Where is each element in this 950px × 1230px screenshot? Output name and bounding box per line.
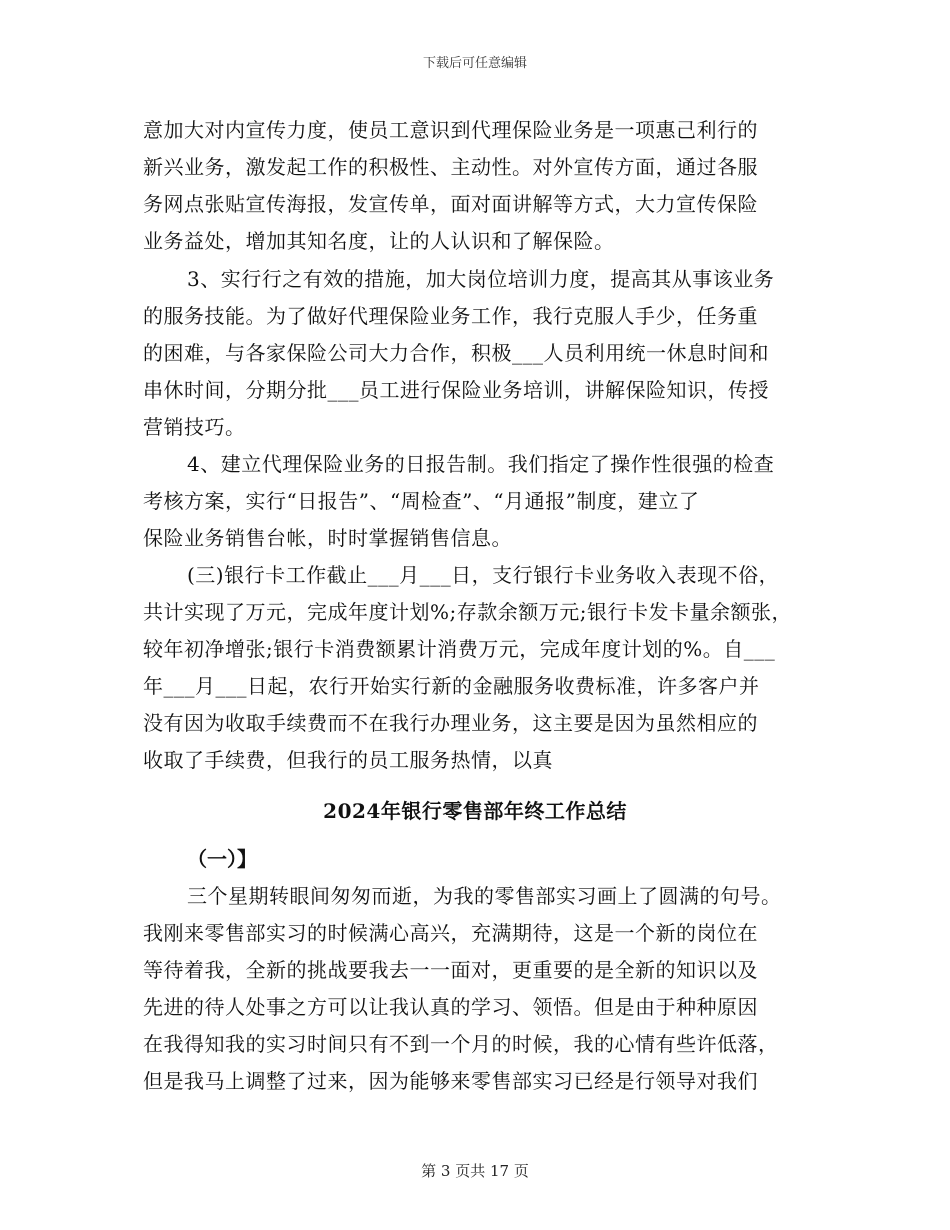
text-line: 年___月___日起，农行开始实行新的金融服务收费标准，许多客户并: [143, 674, 760, 698]
text-line: 串休时间，分期分批___员工进行保险业务培训，讲解保险知识，传授: [143, 378, 769, 402]
text-line: 共计实现了万元，完成年度计划%;存款余额万元;银行卡发卡量余额张，: [143, 600, 792, 624]
section-title: 2024年银行零售部年终工作总结: [323, 799, 627, 823]
page-header: 下载后可任意编辑: [422, 56, 527, 71]
subsection-heading: （一）】: [187, 847, 257, 871]
text-line: 在我得知我的实习时间只有不到一个月的时候，我的心情有些许低落，: [143, 1032, 779, 1056]
text-line: 先进的待人处事之方可以让我认真的学习、领悟。但是由于种种原因: [143, 995, 758, 1019]
text-line: 意加大对内宣传力度，使员工意识到代理保险业务是一项惠己利行的: [143, 118, 758, 142]
text-line: 3、实行行之有效的措施，加大岗位培训力度，提高其从事该业务: [187, 267, 775, 291]
text-line: 我刚来零售部实习的时候满心高兴，充满期待，这是一个新的岗位在: [143, 921, 758, 945]
text-line: 考核方案，实行“日报告”、“周检查”、“月通报”制度，建立了: [143, 489, 700, 513]
text-line: 等待着我，全新的挑战要我去一一面对，更重要的是全新的知识以及: [143, 958, 758, 982]
text-line: 没有因为收取手续费而不在我行办理业务，这主要是因为虽然相应的: [143, 711, 758, 735]
text-line: 收取了手续费，但我行的员工服务热情，以真: [143, 748, 553, 772]
text-line: 的困难，与各家保险公司大力合作，积极___人员利用统一休息时间和: [143, 341, 769, 365]
text-line: (三)银行卡工作截止___月___日，支行银行卡业务收入表现不俗，: [187, 563, 780, 587]
text-line: 业务益处，增加其知名度，让的人认识和了解保险。: [143, 229, 615, 253]
text-line: 的服务技能。为了做好代理保险业务工作，我行克服人手少，任务重: [143, 304, 758, 328]
text-line: 4、建立代理保险业务的日报告制。我们指定了操作性很强的检查: [187, 452, 775, 476]
text-line: 保险业务销售台帐，时时掌握销售信息。: [143, 526, 512, 550]
text-line: 务网点张贴宣传海报，发宣传单，面对面讲解等方式，大力宣传保险: [143, 192, 758, 216]
text-line: 较年初净增张;银行卡消费额累计消费万元，完成年度计划的%。自___: [143, 637, 776, 661]
text-line: 三个星期转眼间匆匆而逝，为我的零售部实习画上了圆满的句号。: [187, 884, 782, 908]
page-footer: 第 3 页共 17 页: [421, 1162, 529, 1180]
text-line: 新兴业务，激发起工作的积极性、主动性。对外宣传方面，通过各服: [143, 155, 758, 179]
text-line: 但是我马上调整了过来，因为能够来零售部实习已经是行领导对我们: [143, 1069, 758, 1093]
text-line: 营销技巧。: [143, 415, 246, 439]
